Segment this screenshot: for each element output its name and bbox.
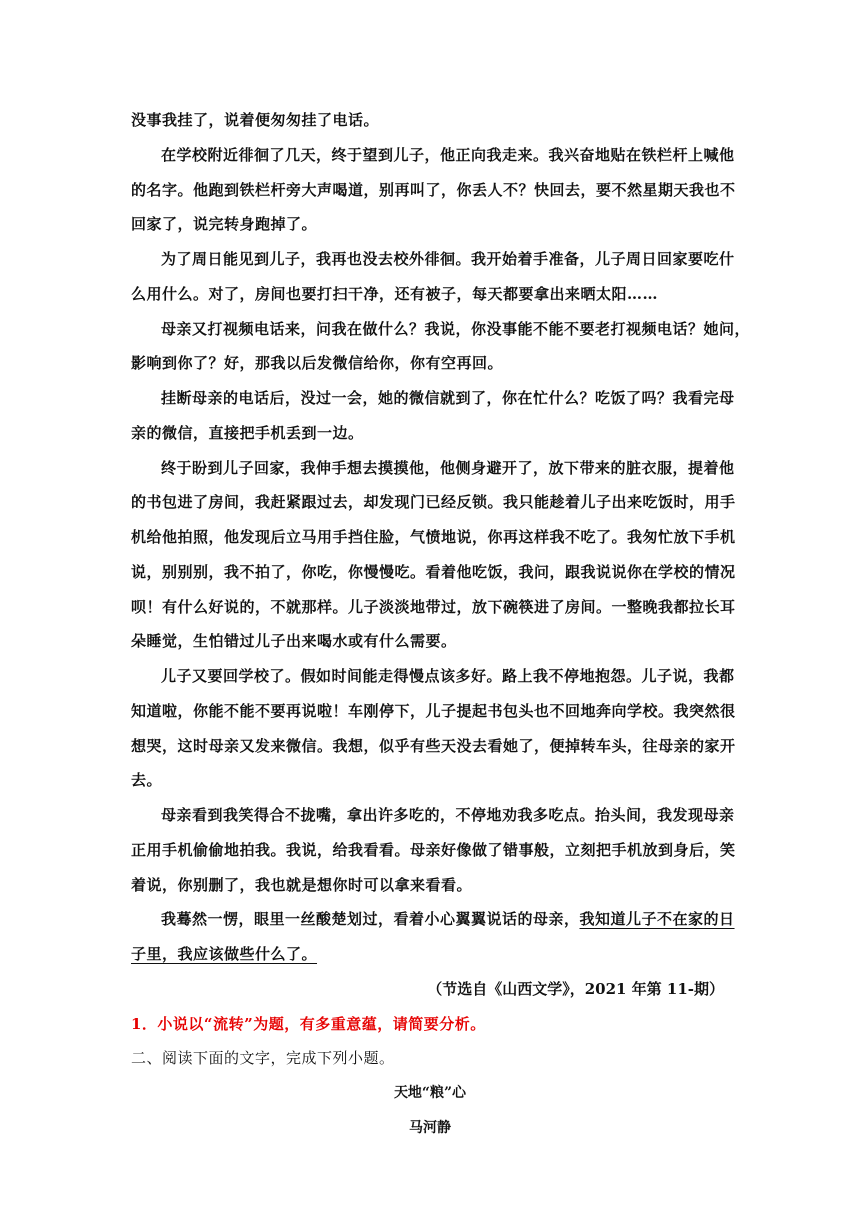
text-line: 亲的微信，直接把手机丢到一边。 <box>131 424 364 442</box>
underlined-sentence: 我知道儿子不在家的日 <box>579 910 735 928</box>
source-citation: （节选自《山西文学》，2021 年第 11-期） <box>427 980 724 998</box>
text-line: 朵睡觉，生怕错过儿子出来喝水或有什么需要。 <box>131 632 457 650</box>
text-line: 着说，你别删了，我也就是想你时可以拿来看看。 <box>131 876 473 894</box>
article-title: 天地“粮”心 <box>393 1085 467 1101</box>
question-1: 1．小说以“流转”为题，有多重意蕴，请简要分析。 <box>131 1015 486 1033</box>
text-line: 的名字。他跑到铁栏杆旁大声喝道，别再叫了，你丢人不？快回去，要不然星期天我也不 <box>131 181 736 199</box>
text-line: 的书包进了房间，我赶紧跟过去，却发现门已经反锁。我只能趁着儿子出来吃饭时，用手 <box>131 493 736 511</box>
text-line: 母亲看到我笑得合不拢嘴，拿出许多吃的，不停地劝我多吃点。抬头间，我发现母亲 <box>161 806 735 824</box>
text-line: 影响到你了？好，那我以后发微信给你，你有空再回。 <box>131 354 504 372</box>
text-line: 儿子又要回学校了。假如时间能走得慢点该多好。路上我不停地抱怨。儿子说，我都 <box>161 667 735 685</box>
text-line: 没事我挂了，说着便匆匆挂了电话。 <box>131 111 380 129</box>
text-line: 在学校附近徘徊了几天，终于望到儿子，他正向我走来。我兴奋地贴在铁栏杆上喊他 <box>161 146 735 164</box>
section-heading: 二、阅读下面的文字，完成下列小题。 <box>131 1049 395 1067</box>
text-line: 么用什么。对了，房间也要打扫干净，还有被子，每天都要拿出来晒太阳…… <box>131 285 659 303</box>
text-line: 为了周日能见到儿子，我再也没去校外徘徊。我开始着手准备，儿子周日回家要吃什 <box>161 250 735 268</box>
text-line: 终于盼到儿子回家，我伸手想去摸摸他，他侧身避开了，放下带来的脏衣服，提着他 <box>161 459 735 477</box>
text-line: 呗！有什么好说的，不就那样。儿子淡淡地带过，放下碗筷进了房间。一整晚我都拉长耳 <box>131 598 736 616</box>
underlined-sentence-end: 子里，我应该做些什么了。 <box>131 945 318 963</box>
text-line: 机给他拍照，他发现后立马用手挡住脸，气愤地说，你再这样我不吃了。我匆忙放下手机 <box>131 528 736 546</box>
text-line: 想哭，这时母亲又发来微信。我想，似乎有些天没去看她了，便掉转车头，往母亲的家开 <box>131 737 736 755</box>
text-line: 正用手机偷偷地拍我。我说，给我看看。母亲好像做了错事般，立刻把手机放到身后，笑 <box>131 841 736 859</box>
text-segment: 我蓦然一愣，眼里一丝酸楚划过，看着小心翼翼说话的母亲， <box>161 910 580 928</box>
text-line: 母亲又打视频电话来，问我在做什么？我说，你没事能不能不要老打视频电话？她问， <box>161 320 751 338</box>
text-line: 回家了，说完转身跑掉了。 <box>131 215 318 233</box>
text-line: 挂断母亲的电话后，没过一会，她的微信就到了，你在忙什么？吃饭了吗？我看完母 <box>161 389 735 407</box>
text-line: 知道啦，你能不能不要再说啦！车刚停下，儿子提起书包头也不回地奔向学校。我突然很 <box>131 702 736 720</box>
text-line: 说，别别别，我不拍了，你吃，你慢慢吃。看着他吃饭，我问，跟我说说你在学校的情况 <box>131 563 736 581</box>
text-line: 去。 <box>131 771 163 789</box>
article-author: 马河静 <box>409 1120 451 1136</box>
text-line <box>161 909 735 929</box>
